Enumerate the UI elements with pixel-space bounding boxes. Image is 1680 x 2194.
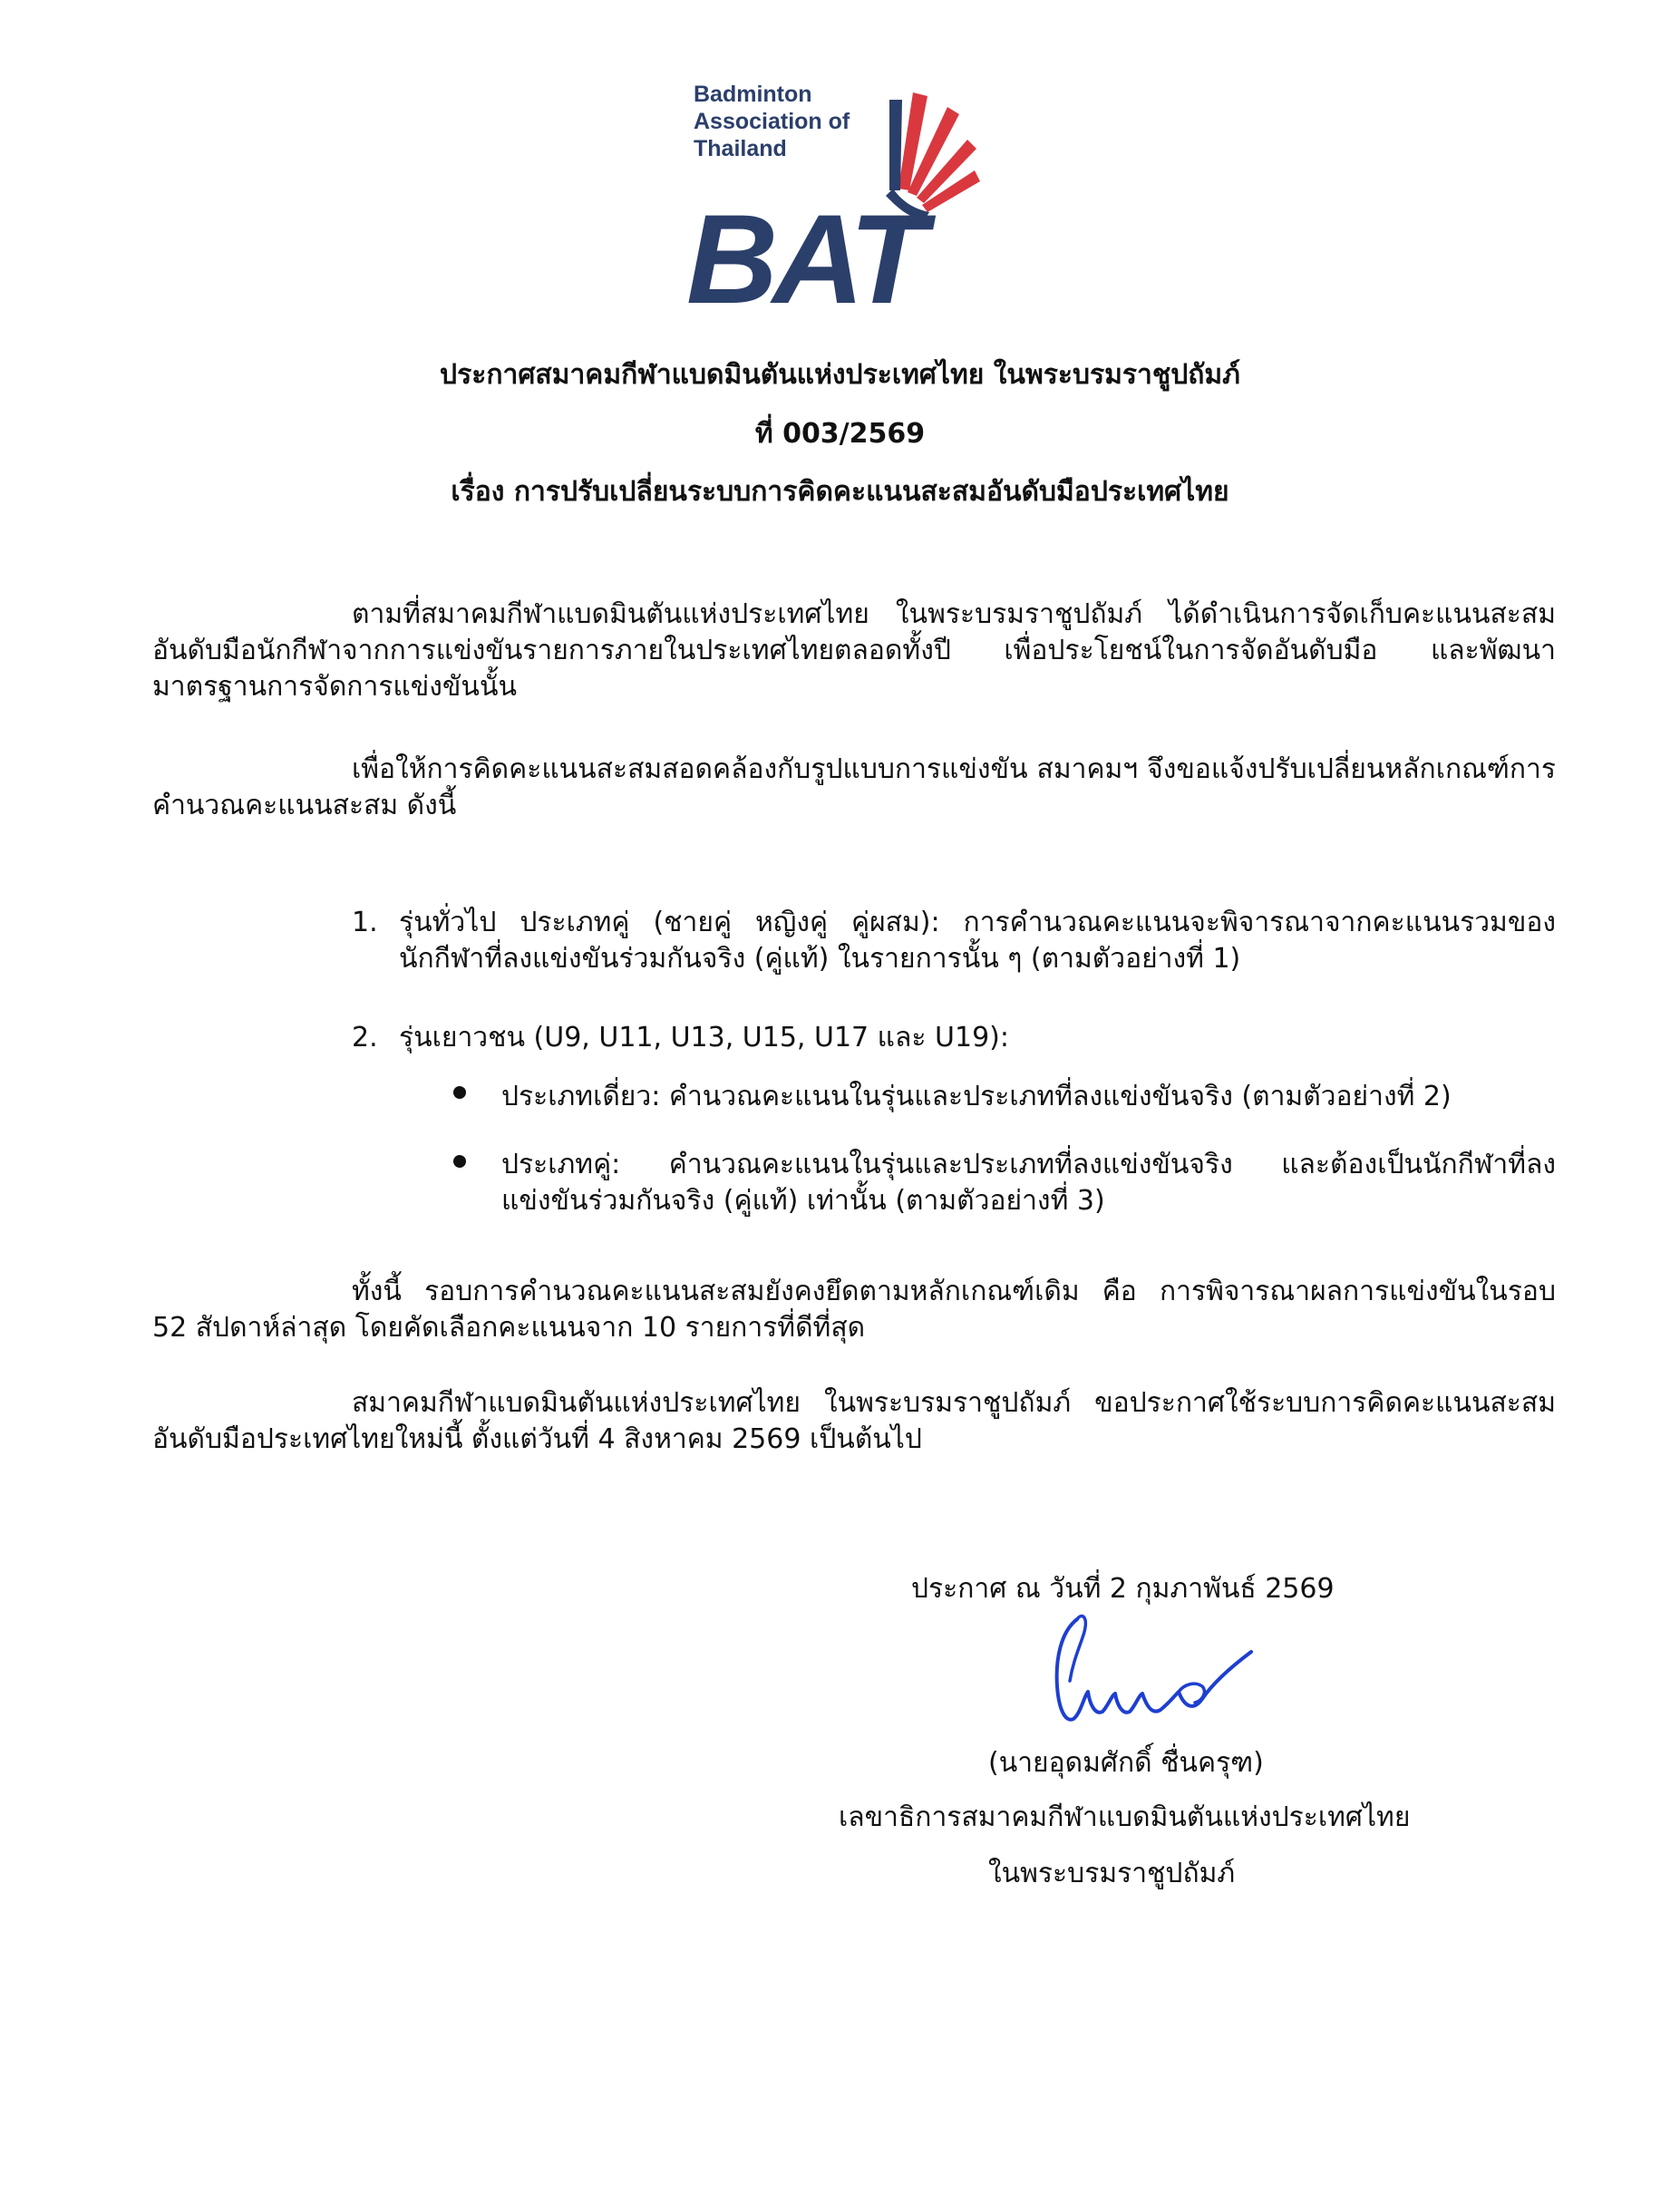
logo-text-line2: Association of [694, 109, 850, 134]
paragraph-intro: ตามที่สมาคมกีฬาแบดมินตันแห่งประเทศไทย ในพระบรมราชูปถัมภ์ ได้ดำเนินการจัดเก็บคะแนนสะสมอันดับมือนักกีฬาจากการแข่งขันรายการภายในประเทศไทยตลอดทั้งปี เพื่อประโยชน์ในการจัดอันดับมือ และพัฒนามาตรฐานการจัดการแข่งขันนั้น [152, 598, 1556, 703]
signatory-name: (นายอุดมศักดิ์ ชื่นครุฑ) [988, 1747, 1264, 1779]
announcement-date: ประกาศ ณ วันที่ 2 กุมภาพันธ์ 2569 [911, 1573, 1335, 1605]
list-item: รุ่นเยาวชน (U9, U11, U13, U15, U17 และ U19): [399, 1022, 1009, 1053]
list-item-number: 1. [352, 907, 378, 938]
logo-acronym: BAT [686, 188, 922, 316]
logo-text-line3: Thailand [694, 136, 787, 161]
handwritten-signature [1025, 1605, 1260, 1741]
bullet-item: ประเภทเดี่ยว: คำนวณคะแนนในรุ่นและประเภทที่ลงแข่งขันจริง (ตามตัวอย่างที่ 2) [501, 1081, 1452, 1112]
list-item-number: 2. [352, 1022, 378, 1053]
bat-logo [675, 80, 1020, 316]
announcement-number: ที่ 003/2569 [754, 418, 926, 450]
bullet-item: ประเภทคู่: คำนวณคะแนนในรุ่นและประเภทที่ลงแข่งขันจริง และต้องเป็นนักกีฬาที่ลงแข่งขันร่วมกันจริง (คู่แท้) เท่านั้น (ตามตัวอย่างที่ 3) [501, 1149, 1556, 1217]
list-item: รุ่นทั่วไป ประเภทคู่ (ชายคู่ หญิงคู่ คู่ผสม): การคำนวณคะแนนจะพิจารณาจากคะแนนรวมของนักกีฬาที่ลงแข่งขันร่วมกันจริง (คู่แท้) ในรายการนั้น ๆ (ตามตัวอย่างที่ 1) [399, 907, 1556, 975]
paragraph-calculation-cycle: ทั้งนี้ รอบการคำนวณคะแนนสะสมยังคงยึดตามหลักเกณฑ์เดิม คือ การพิจารณาผลการแข่งขันในรอบ 52 สัปดาห์ล่าสุด โดยคัดเลือกคะแนนจาก 10 รายการที่ดีที่สุด [152, 1276, 1556, 1344]
bullet-dot-icon [453, 1086, 466, 1099]
bullet-dot-icon [453, 1155, 466, 1168]
signatory-title: เลขาธิการสมาคมกีฬาแบดมินตันแห่งประเทศไทย [839, 1801, 1411, 1833]
logo-text-line1: Badminton [694, 82, 812, 107]
signatory-title-continued: ในพระบรมราชูปถัมภ์ [988, 1858, 1236, 1889]
paragraph-purpose: เพื่อให้การคิดคะแนนสะสมสอดคล้องกับรูปแบบการแข่งขัน สมาคมฯ จึงขอแจ้งปรับเปลี่ยนหลักเกณฑ์การคำนวณคะแนนสะสม ดังนี้ [152, 753, 1556, 821]
paragraph-effective-date: สมาคมกีฬาแบดมินตันแห่งประเทศไทย ในพระบรมราชูปถัมภ์ ขอประกาศใช้ระบบการคิดคะแนนสะสมอันดับมือประเทศไทยใหม่นี้ ตั้งแต่วันที่ 4 สิงหาคม 2569 เป็นต้นไป [152, 1387, 1556, 1455]
announcement-title: ประกาศสมาคมกีฬาแบดมินตันแห่งประเทศไทย ในพระบรมราชูปถัมภ์ [440, 359, 1240, 391]
bat-logo-graphic [675, 80, 1020, 316]
announcement-subject: เรื่อง การปรับเปลี่ยนระบบการคิดคะแนนสะสมอันดับมือประเทศไทย [451, 476, 1229, 508]
